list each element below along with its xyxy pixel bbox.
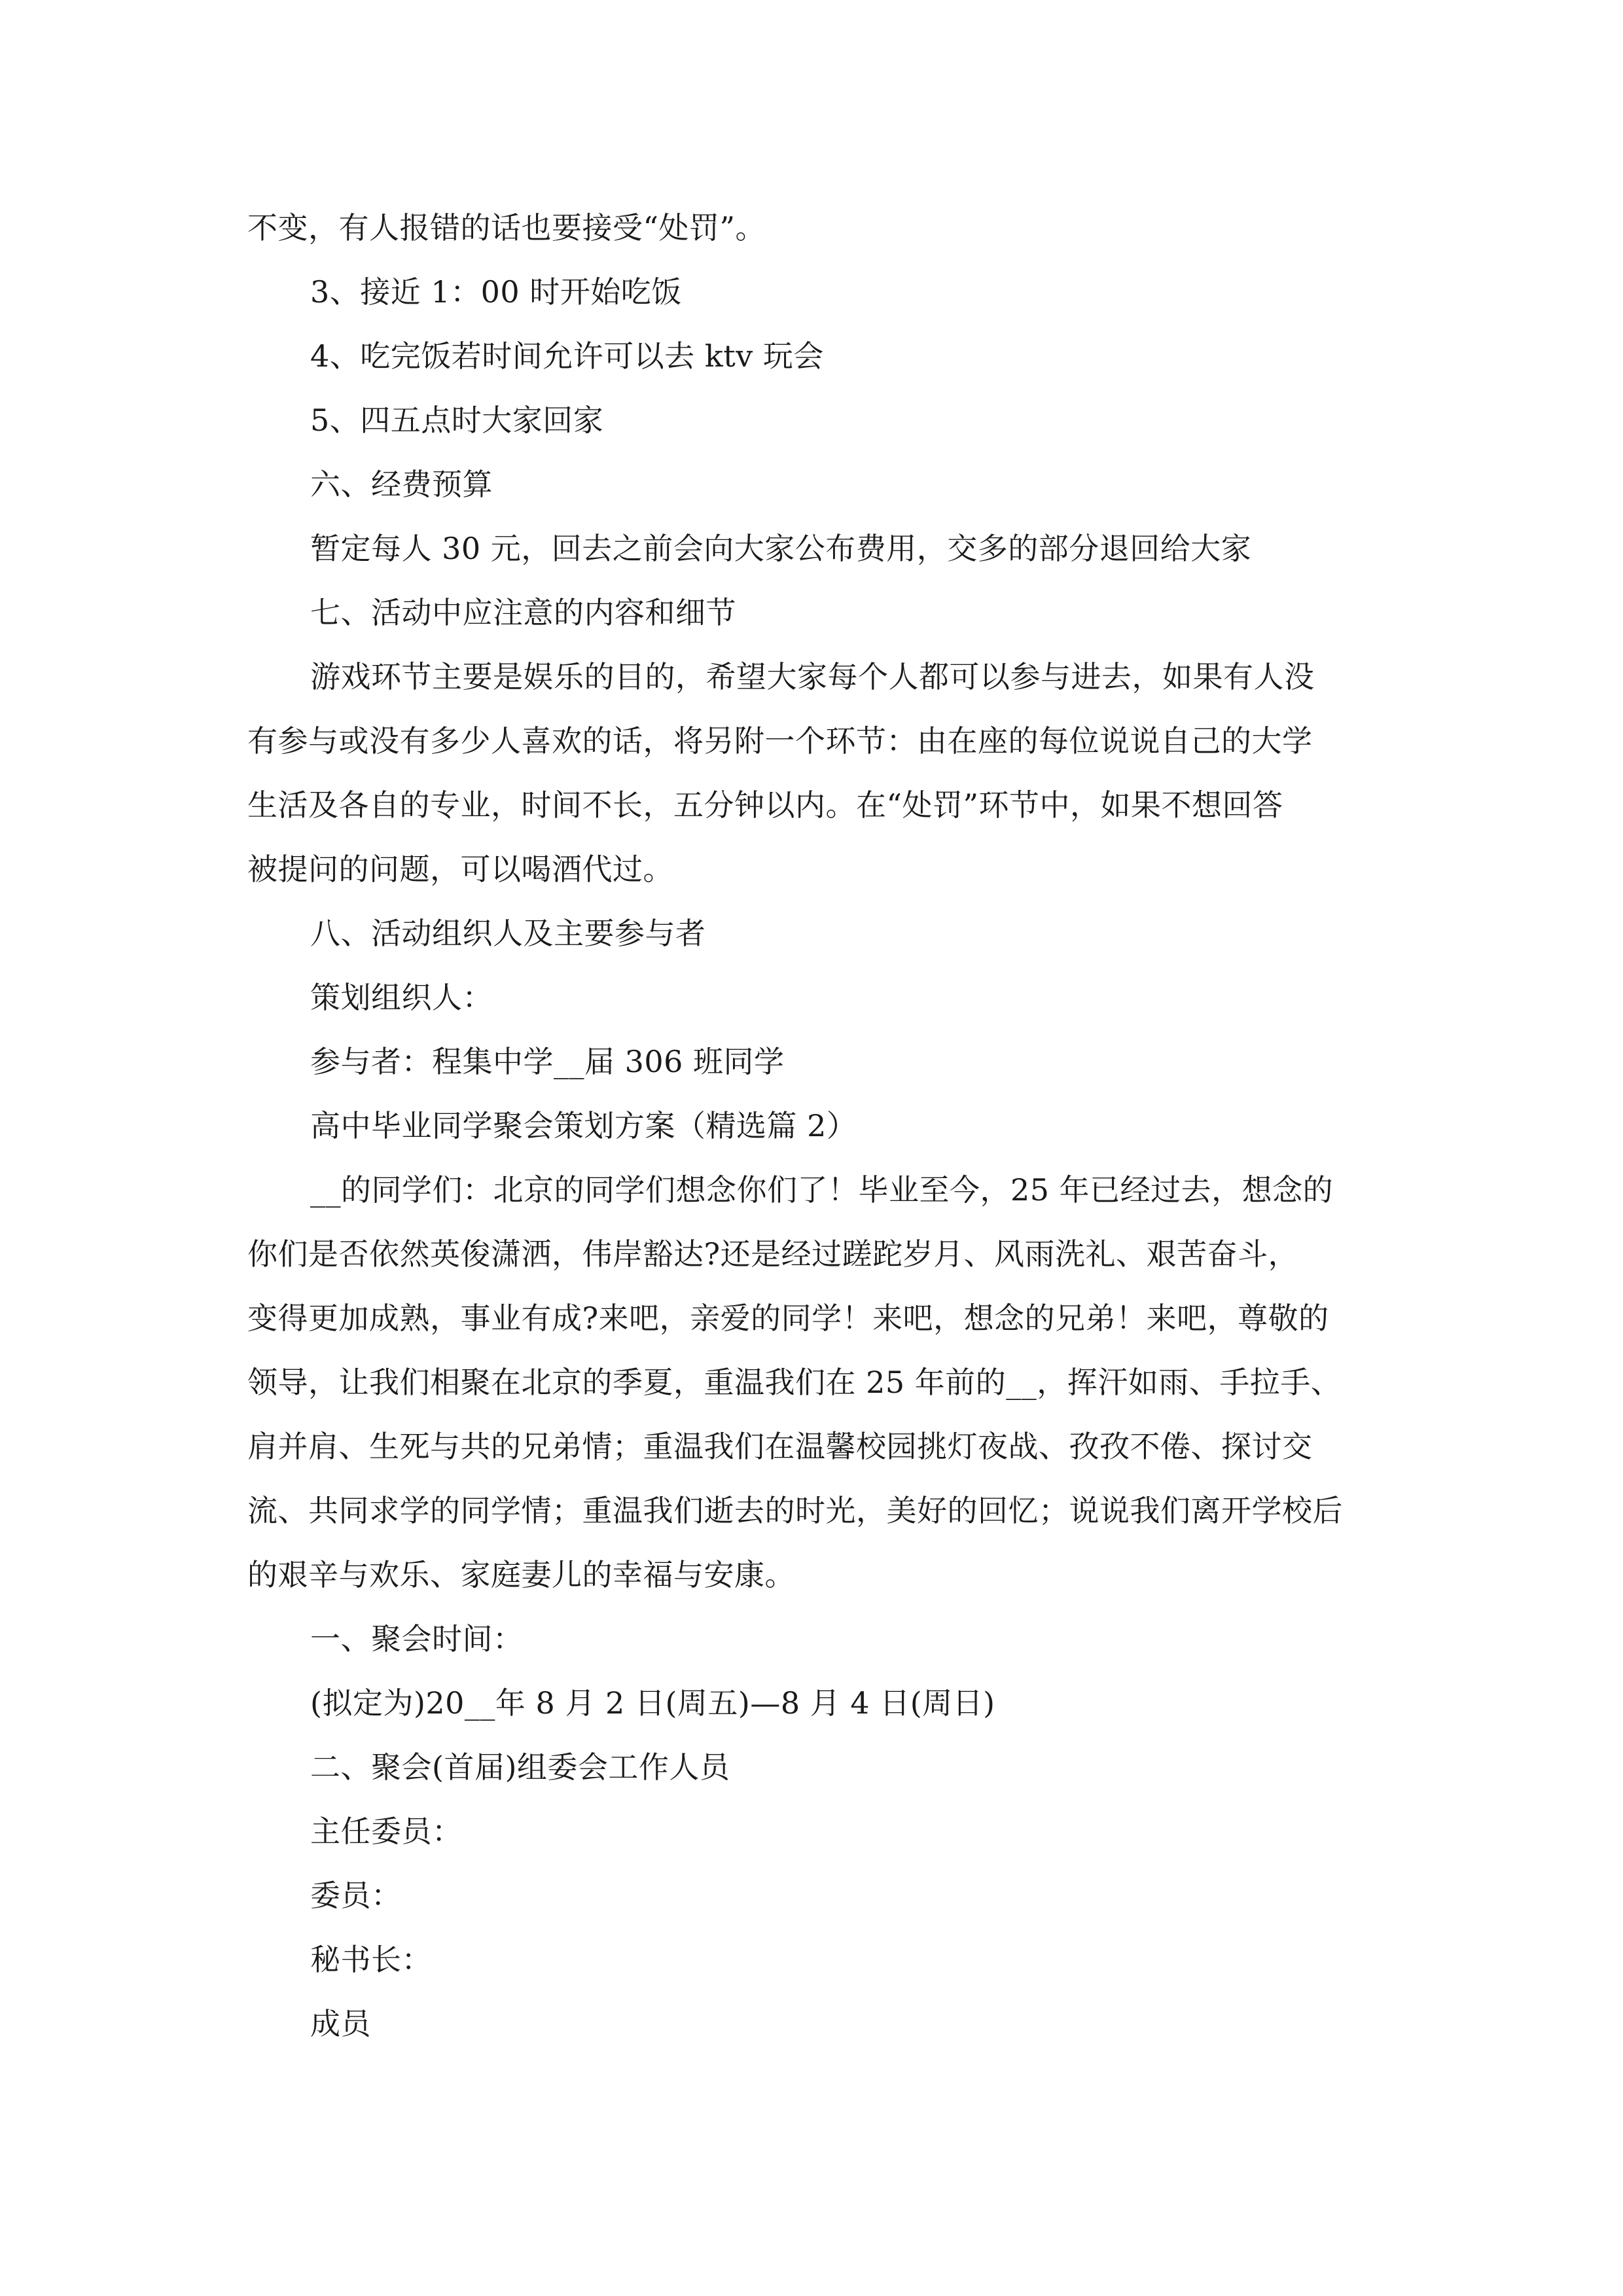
text-line: 成员 <box>310 2006 371 2041</box>
section-heading: 一、聚会时间： <box>310 1621 524 1657</box>
text-line: 不变，有人报错的话也要接受“处罚”。 <box>247 210 766 245</box>
text-line: 被提问的问题，可以喝酒代过。 <box>247 852 673 887</box>
text-line: 秘书长： <box>310 1942 432 1977</box>
section-heading: 六、经费预算 <box>310 467 493 502</box>
section-heading: 七、活动中应注意的内容和细节 <box>310 595 736 630</box>
text-line: 委员： <box>310 1878 402 1913</box>
text-line: 领导，让我们相聚在北京的季夏，重温我们在 25 年前的__，挥汗如雨、手拉手、 <box>247 1365 1342 1400</box>
text-line: 肩并肩、生死与共的兄弟情；重温我们在温馨校园挑灯夜战、孜孜不倦、探讨交 <box>247 1429 1313 1464</box>
text-line: 5、四五点时大家回家 <box>310 403 604 438</box>
text-line: 有参与或没有多少人喜欢的话，将另附一个环节：由在座的每位说说自己的大学 <box>247 723 1313 759</box>
section-heading: 二、聚会(首届)组委会工作人员 <box>310 1749 730 1785</box>
document-title: 高中毕业同学聚会策划方案（精选篇 2） <box>310 1108 857 1143</box>
text-line: 的艰辛与欢乐、家庭妻儿的幸福与安康。 <box>247 1557 795 1592</box>
text-line: 生活及各自的专业，时间不长，五分钟以内。在“处罚”环节中，如果不想回答 <box>247 787 1283 823</box>
text-line: 游戏环节主要是娱乐的目的，希望大家每个人都可以参与进去，如果有人没 <box>310 659 1315 694</box>
text-line: 4、吃完饭若时间允许可以去 ktv 玩会 <box>310 338 824 374</box>
text-line: 主任委员： <box>310 1814 463 1849</box>
text-line: 参与者：程集中学__届 306 班同学 <box>310 1044 785 1079</box>
text-line: 3、接近 1：00 时开始吃饭 <box>310 274 682 310</box>
text-line: 变得更加成熟，事业有成?来吧，亲爱的同学！来吧，想念的兄弟！来吧，尊敬的 <box>247 1300 1329 1336</box>
text-line: 暂定每人 30 元，回去之前会向大家公布费用，交多的部分退回给大家 <box>310 531 1252 566</box>
text-line: 你们是否依然英俊潇洒，伟岸豁达?还是经过蹉跎岁月、风雨洗礼、艰苦奋斗， <box>247 1236 1299 1272</box>
text-line: 流、共同求学的同学情；重温我们逝去的时光，美好的回忆；说说我们离开学校后 <box>247 1493 1343 1528</box>
text-line: 策划组织人： <box>310 980 493 1015</box>
text-line: __的同学们：北京的同学们想念你们了！毕业至今，25 年已经过去，想念的 <box>310 1172 1334 1208</box>
text-line: (拟定为)20__年 8 月 2 日(周五)—8 月 4 日(周日) <box>310 1685 995 1721</box>
section-heading: 八、活动组织人及主要参与者 <box>310 916 706 951</box>
